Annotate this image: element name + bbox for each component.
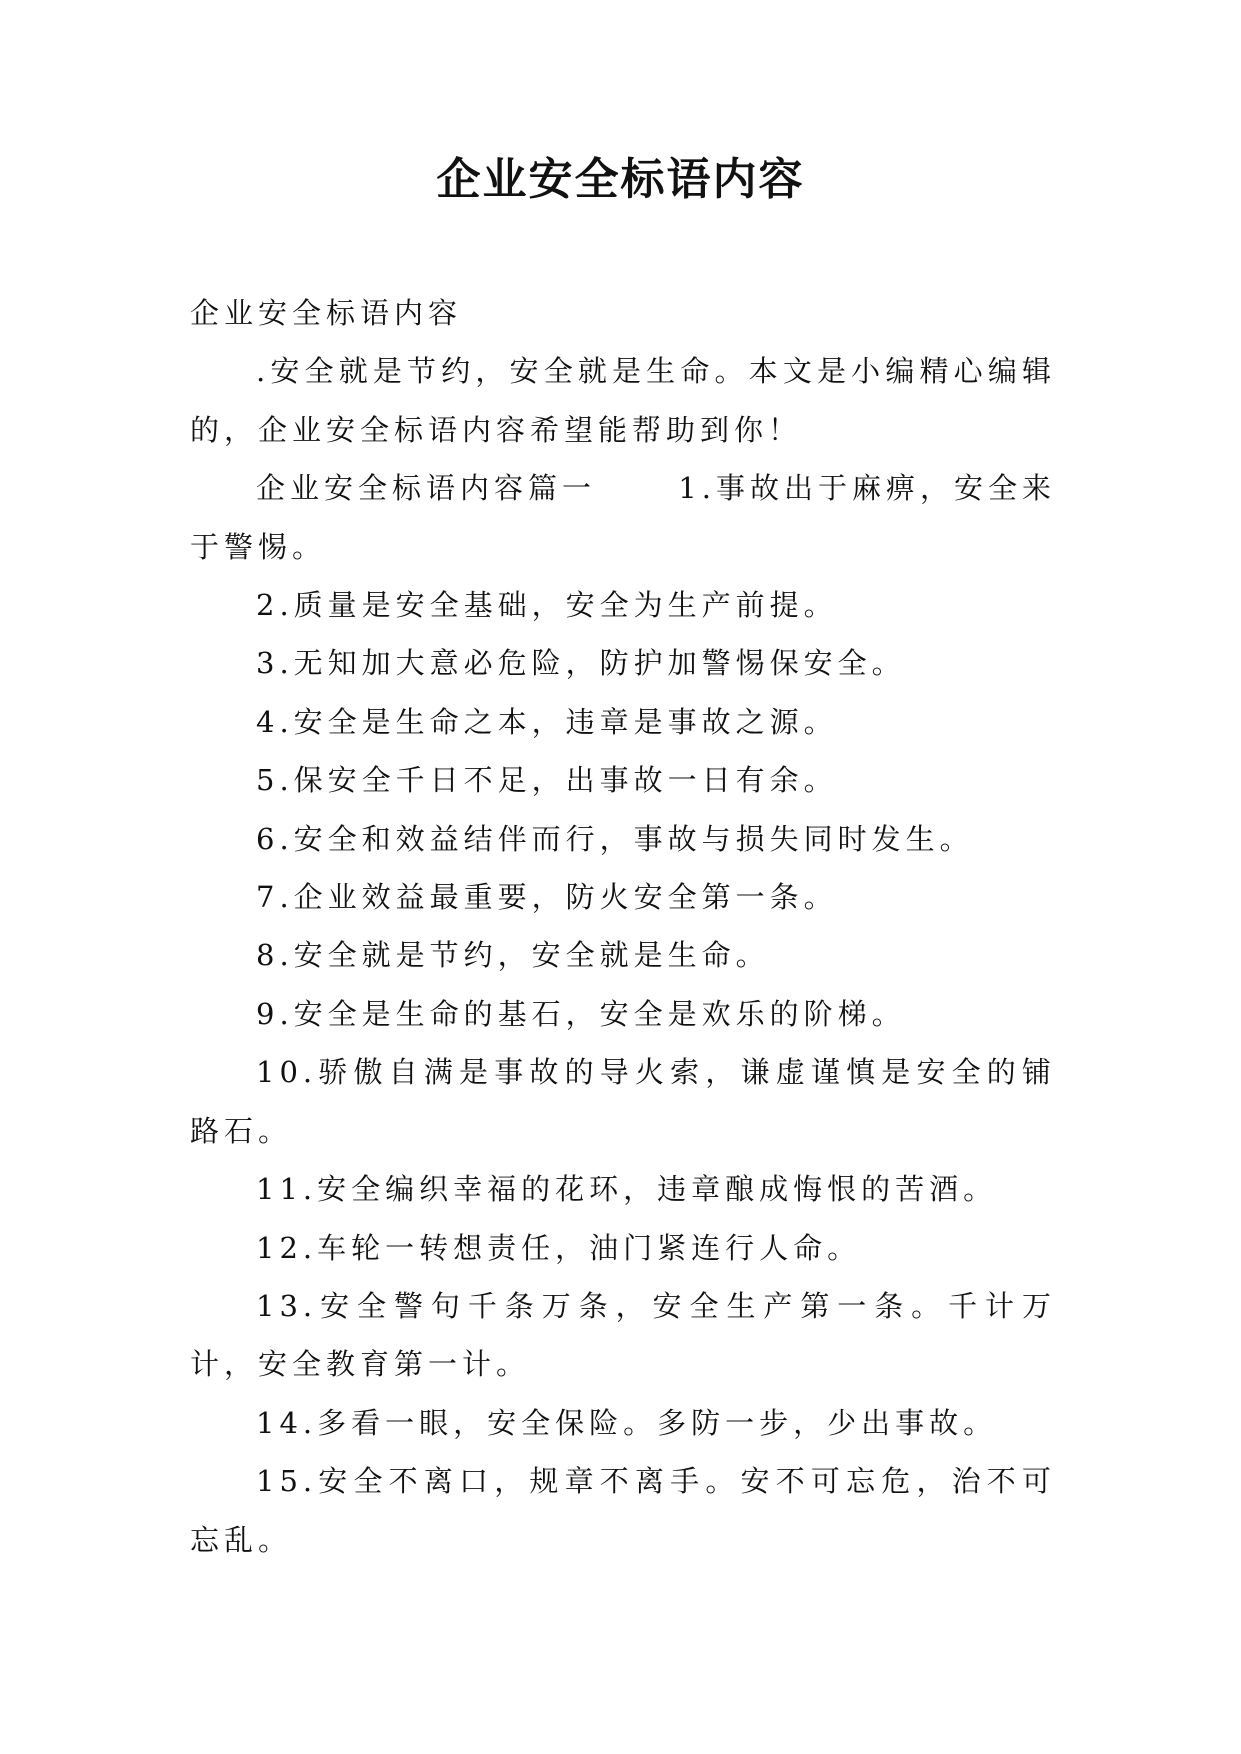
body-paragraph: 6.安全和效益结伴而行，事故与损失同时发生。 — [256, 821, 974, 856]
body-paragraph: 7.企业效益最重要，防火安全第一条。 — [256, 880, 838, 915]
body-paragraph: 13.安全警句千条万条，安全生产第一条。千计万计，安全教育第一计。 — [190, 1288, 1056, 1382]
body-paragraph: 5.保安全千日不足，出事故一日有余。 — [256, 763, 838, 798]
body-paragraph: 8.安全就是节约，安全就是生命。 — [256, 938, 770, 973]
body-paragraph: 3.无知加大意必危险，防护加警惕保安全。 — [256, 646, 906, 681]
body-paragraph: 2.质量是安全基础，安全为生产前提。 — [256, 588, 838, 623]
body-paragraph: 11.安全编织幸福的花环，违章酿成悔恨的苦酒。 — [256, 1172, 998, 1207]
body-paragraph: 10.骄傲自满是事故的导火索，谦虚谨慎是安全的铺路石。 — [190, 1055, 1056, 1148]
body-paragraph: 15.安全不离口，规章不离手。安不可忘危，治不可忘乱。 — [190, 1464, 1056, 1557]
body-paragraph: 14.多看一眼，安全保险。多防一步，少出事故。 — [256, 1405, 998, 1440]
body-paragraph: 9.安全是生命的基石，安全是欢乐的阶梯。 — [256, 996, 906, 1031]
body-paragraph: 4.安全是生命之本，违章是事故之源。 — [256, 704, 838, 739]
body-paragraph: .安全就是节约，安全就是生命。本文是小编精心编辑的，企业安全标语内容希望能帮助到你！ — [190, 354, 1056, 447]
document-title: 企业安全标语内容 — [436, 154, 805, 205]
document-subtitle: 企业安全标语内容 — [190, 296, 463, 330]
body-paragraph: 12.车轮一转想责任，油门紧连行人命。 — [256, 1230, 862, 1265]
body-paragraph: 企业安全标语内容篇一 1.事故出于麻痹，安全来于警惕。 — [190, 471, 1056, 564]
document-body — [190, 284, 1056, 1569]
